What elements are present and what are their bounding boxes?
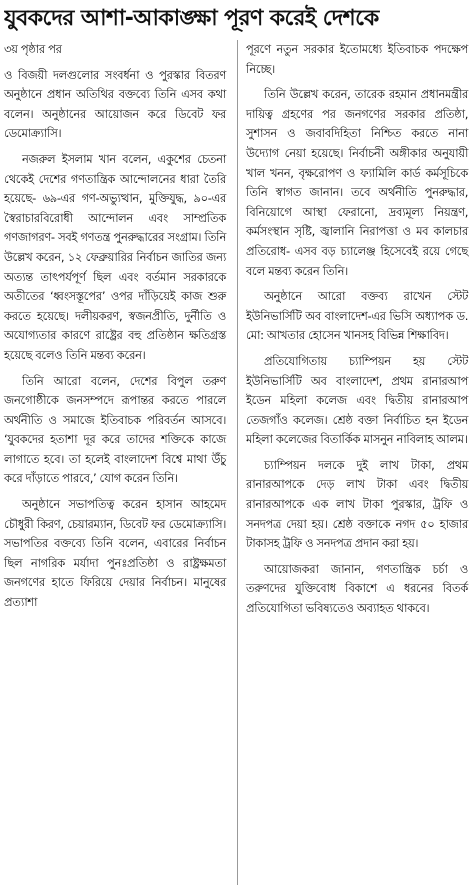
paragraph: আয়োজকরা জানান, গণতান্ত্রিক চর্চা ও তরুণদের যুক্তিবোধ বিকাশে এ ধরনের বিতর্ক প্রতিযোগিতা ভবিষ্যতেও অব্যাহত থাকবে। bbox=[246, 561, 468, 616]
paragraph: ও বিজয়ী দলগুলোর সংবর্ধনা ও পুরস্কার বিতরণ অনুষ্ঠানে প্রধান অতিথির বক্তব্যে তিনি এসব কথা বলেন। অনুষ্ঠানের আয়োজন করে ডিবেট ফর ডেমোক্র্যাসি। bbox=[4, 67, 226, 141]
paragraph: তিনি আরো বলেন, দেশের বিপুল তরুণ জনগোষ্ঠীকে জনসম্পদে রূপান্তর করতে পারলে অর্থনীতি ও সমাজে ইতিবাচক পরিবর্তন আসবে। ‘যুবকদের হতাশা দূর করে তাদের শক্তিকে কাজে লাগাতে হবে। তা হলেই বাংলাদেশ বিশ্বে মাথা উঁচু করে দাঁড়াতে পারবে,’ যোগ করেন তিনি। bbox=[4, 373, 226, 486]
paragraph: অনুষ্ঠানে সভাপতিত্ব করেন হাসান আহমেদ চৌধুরী কিরণ, চেয়ারম্যান, ডিবেট ফর ডেমোক্র্যাসি। সভাপতির বক্তব্যে তিনি বলেন, এবারের নির্বাচন ছিল নাগরিক মর্যাদা পুনঃপ্রতিষ্ঠা ও রাষ্ট্রক্ষমতা জনগণের হাতে ফিরিয়ে দেয়ার নির্বাচন। মানুষের প্রত্যাশা bbox=[4, 497, 226, 610]
article-column-left bbox=[4, 40, 226, 613]
paragraph: নজরুল ইসলাম খান বলেন, একুশের চেতনা থেকেই দেশের গণতান্ত্রিক আন্দোলনের ধারা তৈরি হয়েছে- ৬৯-এর গণ-অভ্যুত্থান, মুক্তিযুদ্ধ, ৯০-এর স্বৈরাচারবিরোধী আন্দোলন এবং সাম্প্রতিক গণজাগরণ- সবই গণতন্ত্র পুনরুদ্ধারের সংগ্রাম। তিনি উল্লেখ করেন, ১২ ফেব্রুয়ারির নির্বাচন জাতির জন্য অত্যন্ত তাৎপর্যপূর্ণ ছিল এবং বর্তমান সরকারকে অতীতের ‘ধ্বংসস্তূপের’ ওপর দাঁড়িয়েই কাজ শুরু করতে হয়েছে। দলীয়করণ, স্বজনপ্রীতি, দুর্নীতি ও অযোগ্যতার কারণে রাষ্ট্রের বহু প্রতিষ্ঠান ক্ষতিগ্রস্ত হয়েছে বলেও তিনি মন্তব্য করেন। bbox=[4, 151, 226, 362]
continued-from-label: ৩য় পৃষ্ঠার পর bbox=[4, 42, 62, 56]
column-divider bbox=[237, 40, 238, 885]
article-headline: যুবকদের আশা-আকাঙ্ক্ষা পূরণ করেই দেশকে bbox=[4, 6, 379, 31]
paragraph: অনুষ্ঠানে আরো বক্তব্য রাখেন স্টেট ইউনিভার্সিটি অব বাংলাদেশ-এর ভিসি অধ্যাপক ড. মো: আখতার হোসেন খানসহ বিভিন্ন শিক্ষাবিদ। bbox=[246, 289, 468, 343]
paragraph: তিনি উল্লেখ করেন, তারেক রহমান প্রধানমন্ত্রীর দায়িত্ব গ্রহণের পর জনগণের সরকার প্রতিষ্ঠা, সুশাসন ও জবাবদিহিতা নিশ্চিত করতে নানা উদ্যোগ নেয়া হয়েছে। নির্বাচনী অঙ্গীকার অনুযায়ী খাল খনন, বৃক্ষরোপণ ও ফ্যামিলি কার্ড কর্মসূচিকে তিনি স্বাগত জানান। তবে অর্থনীতি পুনরুদ্ধার, বিনিয়োগে আস্থা ফেরানো, দ্রব্যমূল্য নিয়ন্ত্রণ, কর্মসংস্থান সৃষ্টি, জ্বালানি নিরাপত্তা ও মব কালচার প্রতিরোধ- এসব বড় চ্যালেঞ্জ হিসেবেই রয়ে গেছে বলে মন্তব্য করেন তিনি। bbox=[246, 87, 468, 278]
paragraph: পূরণে নতুন সরকার ইতোমধ্যে ইতিবাচক পদক্ষেপ নিচ্ছে। bbox=[246, 42, 468, 76]
article-column-right bbox=[246, 40, 468, 619]
paragraph: চ্যাম্পিয়ন দলকে দুই লাখ টাকা, প্রথম রানারআপকে দেড় লাখ টাকা এবং দ্বিতীয় রানারআপকে এক লাখ টাকা পুরস্কার, ট্রফি ও সনদপত্র দেয়া হয়। শ্রেষ্ঠ বক্তাকে নগদ ৫০ হাজার টাকাসহ ট্রফি ও সনদপত্র প্রদান করা হয়। bbox=[246, 457, 468, 551]
paragraph: প্রতিযোগিতায় চ্যাম্পিয়ন হয় স্টেট ইউনিভার্সিটি অব বাংলাদেশ, প্রথম রানারআপ ইডেন মহিলা কলেজ এবং দ্বিতীয় রানারআপ তেজগাঁও কলেজ। শ্রেষ্ঠ বক্তা নির্বাচিত হন ইডেন মহিলা কলেজের বিতার্কিক মাসনুন নাবিলাহ আলম। bbox=[246, 353, 468, 447]
